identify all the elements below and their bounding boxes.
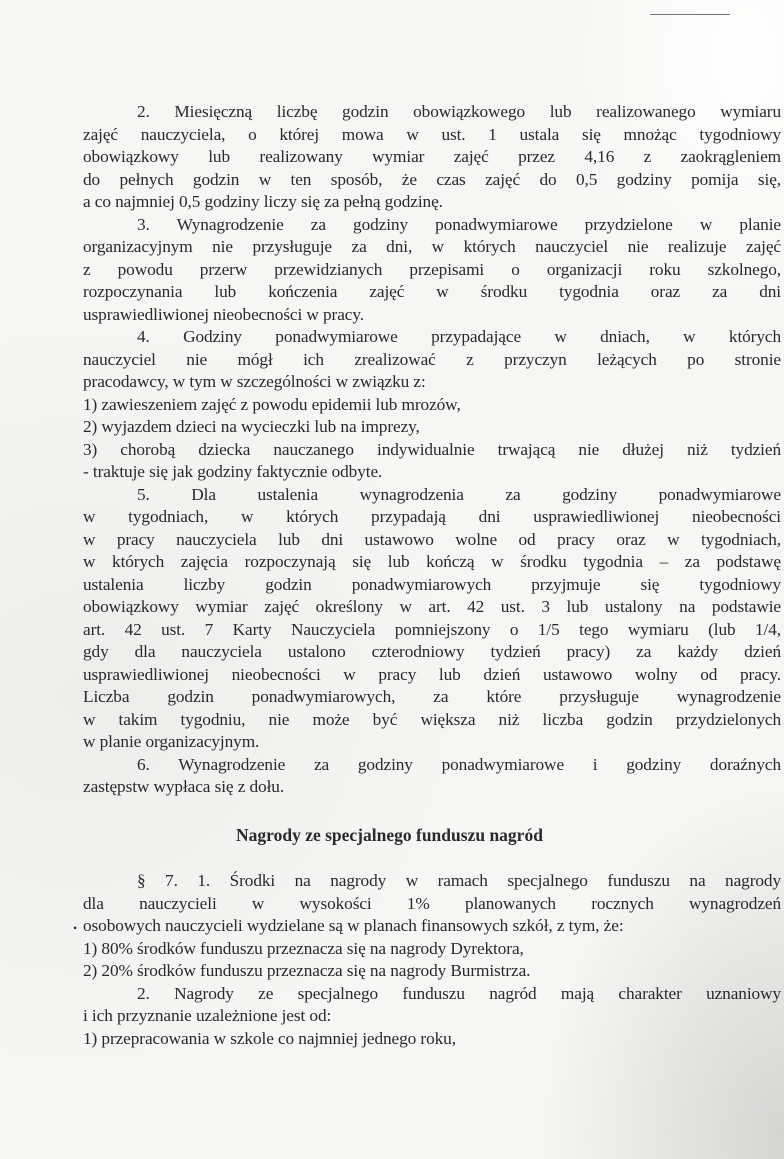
text-line: zajęć nauczyciela, o której mowa w ust. 1 ustala się mnożąc tygodniowy: [83, 124, 781, 144]
text-line: pracodawcy, w tym w szczególności w związku z:: [83, 372, 426, 391]
text-line: osobowych nauczycieli wydzielane są w planach finansowych szkół, z tym, że:: [83, 916, 624, 935]
text-line: 5. Dla ustalenia wynagrodzenia za godziny ponadwymiarowe: [137, 484, 781, 504]
list-item: 1) 80% środków funduszu przeznacza się na nagrody Dyrektora,: [83, 938, 524, 958]
text-line: a co najmniej 0,5 godziny liczy się za pełną godzinę.: [83, 192, 443, 211]
list-item: 1) zawieszeniem zajęć z powodu epidemii lub mrozów,: [83, 394, 461, 414]
text-line: nauczyciel nie mógł ich zrealizować z przyczyn leżących po stronie: [83, 349, 781, 369]
paragraph-2: [83, 101, 781, 214]
text-line: rozpoczynania lub kończenia zajęć w środku tygodnia oraz za dni: [83, 282, 781, 301]
text-line: w pracy nauczyciela lub dni ustawowo wolne od pracy oraz w tygodniach,: [83, 529, 781, 549]
text-line: w planie organizacyjnym.: [83, 732, 260, 751]
text-line: usprawiedliwionej nieobecności w pracy.: [83, 304, 364, 324]
text-line: i ich przyznanie uzależnione jest od:: [83, 1006, 332, 1025]
text-line: 2. Nagrody ze specjalnego funduszu nagród mają charakter uznaniowy: [137, 983, 781, 1003]
text-line: organizacyjnym nie przysługuje za dni, w których nauczyciel nie realizuje zajęć: [83, 237, 781, 256]
text-line: 2. Miesięczną liczbę godzin obowiązkowego lub realizowanego wymiaru: [137, 102, 781, 121]
list-item: 1) przepracowania w szkole co najmniej jednego roku,: [83, 1028, 456, 1048]
section-7-paragraph-1: [83, 870, 781, 983]
section-7-paragraph-2: [83, 983, 781, 1051]
top-scan-rule: [650, 14, 730, 15]
text-line: Liczba godzin ponadwymiarowych, za które przysługuje wynagrodzenie: [83, 687, 781, 706]
text-line: obowiązkowy lub realizowany wymiar zajęć przez 4,16 z zaokrągleniem: [83, 147, 781, 166]
text-line: - traktuje się jak godziny faktycznie odbyte.: [83, 462, 383, 481]
section-heading: Nagrody ze specjalnego funduszu nagród: [236, 824, 543, 845]
text-line: w tygodniach, w których przypadają dni usprawiedliwionej nieobecności: [83, 507, 781, 526]
text-line: 3. Wynagrodzenie za godziny ponadwymiarowe przydzielone w planie: [137, 214, 781, 234]
paragraph-5: [83, 484, 781, 754]
document-body: [83, 101, 781, 1050]
paragraph-3: [83, 214, 781, 327]
text-line: usprawiedliwionej nieobecności w pracy lub dzień ustawowo wolny od pracy.: [83, 664, 781, 684]
text-line: obowiązkowy wymiar zajęć określony w art. 42 ust. 3 lub ustalony na podstawie: [83, 597, 781, 616]
text-line: art. 42 ust. 7 Karty Nauczyciela pomniejszony o 1/5 tego wymiaru (lub 1/4,: [83, 619, 781, 639]
text-line: gdy dla nauczyciela ustalono czterodniowy tydzień pracy) za każdy dzień: [83, 642, 781, 661]
paragraph-4: [83, 326, 781, 484]
text-line: § 7. 1. Środki na nagrody w ramach specjalnego funduszu na nagrody: [137, 871, 781, 890]
text-line: w których zajęcia rozpoczynają się lub kończą w środku tygodnia – za podstawę: [83, 552, 781, 571]
text-line: ustalenia liczby godzin ponadwymiarowych przyjmuje się tygodniowy: [83, 574, 781, 594]
paragraph-6: [83, 754, 781, 799]
text-line: z powodu przerw przewidzianych przepisami o organizacji roku szkolnego,: [83, 259, 781, 279]
list-item: 2) wyjazdem dzieci na wycieczki lub na imprezy,: [83, 417, 420, 436]
text-line: 4. Godziny ponadwymiarowe przypadające w dniach, w których: [137, 327, 781, 346]
text-line: w takim tygodniu, nie może być większa niż liczba godzin przydzielonych: [83, 709, 781, 729]
list-item: 2) 20% środków funduszu przeznacza się na nagrody Burmistrza.: [83, 961, 531, 980]
text-line: do pełnych godzin w ten sposób, że czas zajęć do 0,5 godziny pomija się,: [83, 169, 781, 189]
margin-dot-mark: •: [73, 921, 78, 935]
text-line: dla nauczycieli w wysokości 1% planowanych rocznych wynagrodzeń: [83, 893, 781, 913]
text-line: zastępstw wypłaca się z dołu.: [83, 777, 285, 796]
text-line: 6. Wynagrodzenie za godziny ponadwymiarowe i godziny doraźnych: [137, 754, 781, 774]
list-item: 3) chorobą dziecka nauczanego indywidualnie trwającą nie dłużej niż tydzień: [83, 439, 781, 459]
